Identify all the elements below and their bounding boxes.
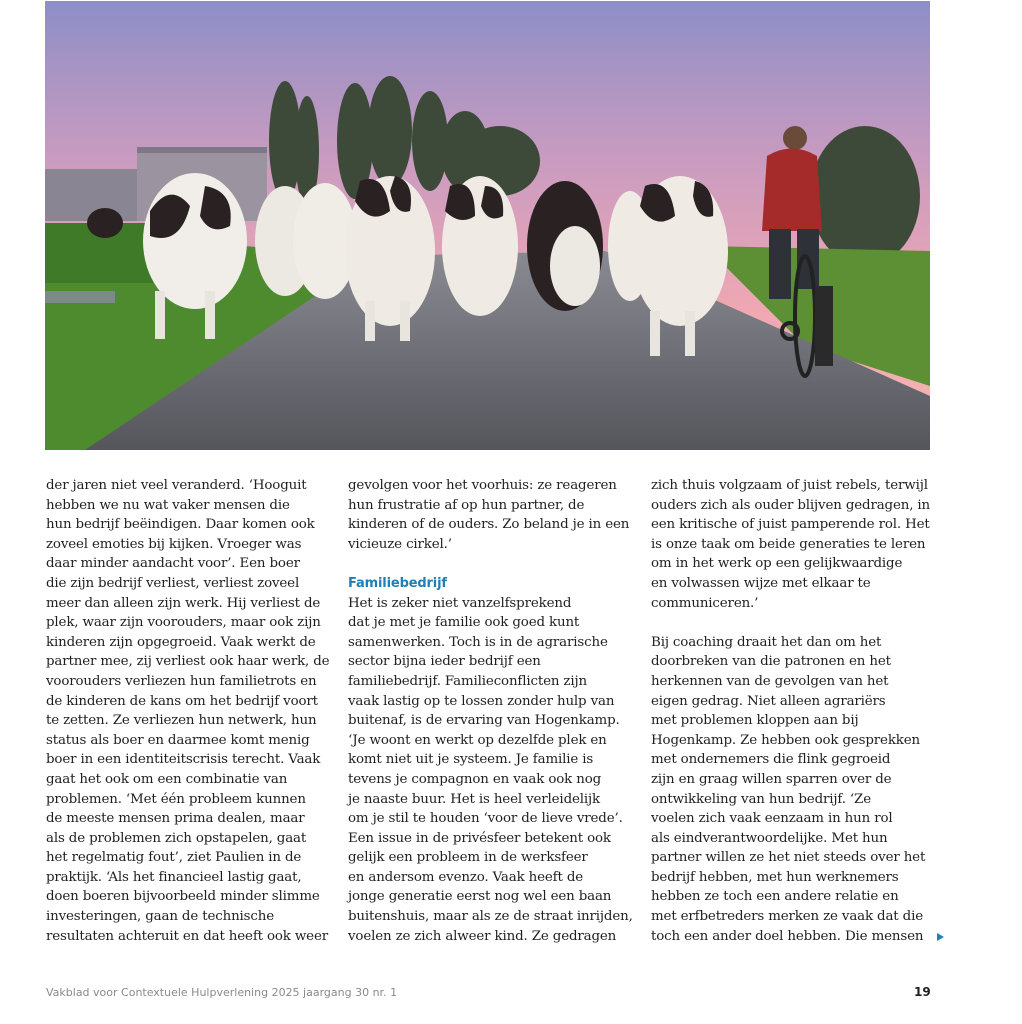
body-text-line: voelen zich vaak eenzaam in hun rol [651,811,893,827]
body-text-line: Hogenkamp. Ze hebben ook gesprekken [651,732,921,748]
paragraph-gap [651,613,933,633]
body-text-line: samenwerken. Toch is in de agrarische [348,634,608,650]
body-text-line: vicieuze cirkel.’ [348,536,452,552]
body-text-line: hun bedrijf beëindigen. Daar komen ook [46,517,315,533]
body-text-line: gelijk een probleem in de werksfeer [348,850,588,866]
body-text-line: partner willen ze het niet steeds over het [651,850,926,866]
body-text-line: voorouders verliezen hun familietrots en [46,673,317,689]
body-text-line: boer in een identiteitscrisis terecht. Vaak [46,752,321,768]
body-text-line: dat je met je familie ook goed kunt [348,615,580,631]
body-text-line: zich thuis volgzaam of juist rebels, terwijl [651,478,928,493]
body-text-line: kinderen of de ouders. Zo beland je in een [348,517,630,533]
section-heading: Familiebedrijf [348,575,447,591]
article-photo [45,1,930,450]
body-text-line: bedrijf hebben, met hun werknemers [651,869,899,885]
text-column-1 [46,476,328,946]
body-text-line: sector bijna ieder bedrijf een [348,654,541,670]
body-text-line: en volwassen wijze met elkaar te [651,575,871,591]
body-text-line: vaak lastig op te lossen zonder hulp van [348,693,615,709]
body-text-line: het regelmatig fout’, ziet Paulien in de [46,850,302,866]
body-text-line: ouders zich als ouder blijven gedragen, in [651,497,931,513]
body-text-line: een kritische of juist pamperende rol. Het [651,517,930,533]
body-text-line: komt niet uit je systeem. Je familie is [348,752,594,768]
body-text-line: hun frustratie af op hun partner, de [348,497,585,513]
body-text-line: met ondernemers die flink gegroeid [651,752,891,768]
body-text-line: familiebedrijf. Familieconflicten zijn [348,673,587,689]
body-text-line: problemen. ‘Met één probleem kunnen [46,791,306,807]
body-text-line: je naaste buur. Het is heel verleidelijk [348,791,600,807]
body-text-line: tevens je compagnon en vaak ook nog [348,771,602,787]
body-text-line: met problemen kloppen aan bij [651,713,859,729]
text-column-3 [651,476,933,946]
body-text-line: praktijk. ‘Als het financieel lastig gaat, [46,869,302,885]
body-text-line: investeringen, gaan de technische [46,909,274,925]
body-text-line: jonge generatie eerst nog wel een baan [348,889,612,905]
body-text-line: kinderen zijn opgegroeid. Vaak werkt de [46,634,316,650]
body-text-line: voelen ze zich alweer kind. Ze gedragen [348,928,617,944]
body-text-line: is onze taak om beide generaties te leren [651,536,926,552]
body-text-line: doen boeren bijvoorbeeld minder slimme [46,889,320,905]
body-text-line: de meeste mensen prima dealen, maar [46,811,305,827]
body-text-line: buitenshuis, maar als ze de straat inrijden, [348,909,633,925]
body-text-line: met erfbetreders merken ze vaak dat die [651,909,923,925]
body-text-line: herkennen van de gevolgen van het [651,673,889,689]
body-text-line: zoveel emoties bij kijken. Vroeger was [46,536,302,552]
body-text-line: als eindverantwoordelijke. Met hun [651,830,888,846]
body-text-line: gevolgen voor het voorhuis: ze reageren [348,478,617,493]
body-text-line: communiceren.’ [651,595,759,611]
body-text-line: daar minder aandacht voor’. Een boer [46,556,300,572]
body-text-line: resultaten achteruit en dat heeft ook weer [46,928,328,944]
body-text-line: partner mee, zij verliest ook haar werk, de [46,654,330,670]
body-text-line: Bij coaching draait het dan om het [651,634,882,650]
body-text-line: om in het werk op een gelijkwaardige [651,556,903,572]
page-number: 19 [914,985,931,999]
body-text-line: ontwikkeling van hun bedrijf. ‘Ze [651,791,871,807]
body-text-line: hebben ze toch een andere relatie en [651,889,899,905]
body-text-line: Een issue in de privésfeer betekent ook [348,830,611,846]
footer-publication: Vakblad voor Contextuele Hulpverlening 2025 jaargang 30 nr. 1 [46,986,398,999]
body-text-line: meer dan alleen zijn werk. Hij verliest de [46,595,321,611]
body-text-line: der jaren niet veel veranderd. ‘Hooguit [46,478,307,493]
body-text-line: te zetten. Ze verliezen hun netwerk, hun [46,713,317,729]
body-text-line: hebben we nu wat vaker mensen die [46,497,290,513]
body-text-line: Het is zeker niet vanzelfsprekend [348,595,572,611]
continue-arrow-icon [937,933,944,941]
body-text-line: zijn en graag willen sparren over de [651,771,892,787]
body-text-line: plek, waar zijn voorouders, maar ook zijn [46,615,321,631]
body-text-line: ‘Je woont en werkt op dezelfde plek en [348,732,607,748]
body-text-line: buitenaf, is de ervaring van Hogenkamp. [348,713,620,729]
text-column-2 [348,476,633,946]
body-text-line: als de problemen zich opstapelen, gaat [46,830,307,846]
body-text-line: om je stil te houden ‘voor de lieve vrede’. [348,811,623,827]
body-text-line: die zijn bedrijf verliest, verliest zoveel [46,575,300,591]
body-text-line: doorbreken van die patronen en het [651,654,891,670]
body-text-line: eigen gedrag. Niet alleen agrariërs [651,693,886,709]
body-text-line: de kinderen de kans om het bedrijf voort [46,693,318,709]
body-text-line: status als boer en daarmee komt menig [46,732,310,748]
body-text-line: en andersom evenzo. Vaak heeft de [348,869,584,885]
body-text-line: gaat het ook om een combinatie van [46,771,288,787]
paragraph-gap [348,554,630,574]
body-text-line: toch een ander doel hebben. Die mensen [651,928,924,944]
